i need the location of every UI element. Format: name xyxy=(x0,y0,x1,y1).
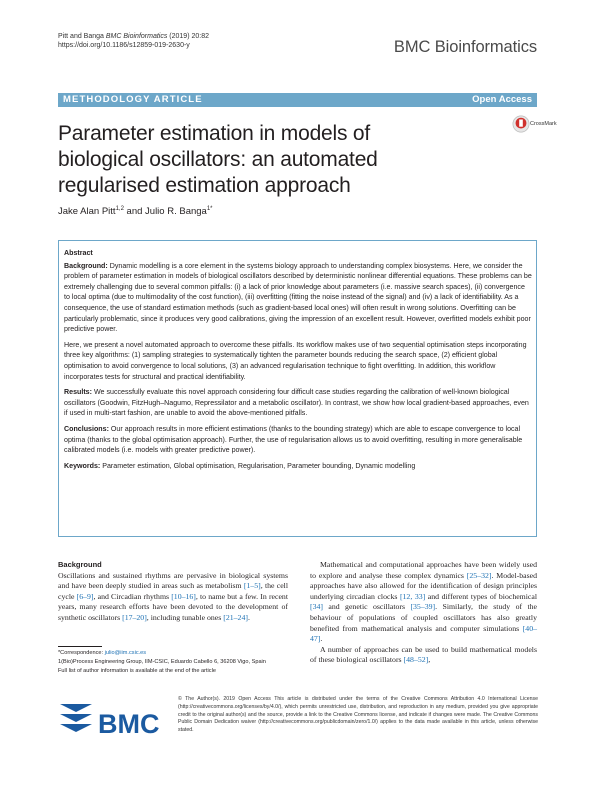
article-type-label: METHODOLOGY ARTICLE xyxy=(63,94,203,105)
footnote xyxy=(58,649,288,675)
citation-link[interactable]: [17–20] xyxy=(122,612,147,622)
body-paragraph: Mathematical and computational approaches have been widely used to explore and analyse these complex dynamics [25–32]. Model-based approaches have also allowed for the identification of design principles underlying circadian clocks [12, 33] and different types of biochemical [34] and genetic oscillators [35–39]. Similarly, the study of the behaviour of populations of coupled oscillators has also greatly benefited from mathematical analysis and computer simulations [40–47]. xyxy=(310,560,538,644)
open-access-label: Open Access xyxy=(472,94,532,105)
correspondence: *Correspondence: julio@iim.csic.es xyxy=(58,650,147,656)
article-type-banner xyxy=(58,93,537,107)
email-link[interactable]: julio@iim.csic.es xyxy=(104,650,147,656)
section-heading-background: Background xyxy=(58,560,102,569)
abstract-results: Results: We successfully evaluate this novel approach considering four difficult case studies regarding the calibration of well-known biological oscillators (Goodwin, FitzHugh–Nagumo, Repressilator and a metabolic oscillator). In contrast, we show how local gradient-based approaches, even if used in multi-start fashion, are unable to avoid the above-mentioned pitfalls. xyxy=(64,388,529,418)
citation-link[interactable]: [40–47] xyxy=(310,623,537,644)
body-paragraph: A number of approaches can be used to build mathematical models of these biological oscillators [48–52], xyxy=(310,644,537,665)
article-title: Parameter estimation in models of biological oscillators: an automated regularised estimation approach xyxy=(58,122,378,197)
abstract-heading: Abstract xyxy=(64,249,93,257)
header-citation: Pitt and Banga BMC Bioinformatics (2019) 20:82 xyxy=(58,33,209,40)
abstract-box xyxy=(58,240,537,537)
abstract-background: Background: Dynamic modelling is a core element in the systems biology approach to understanding complex biosystems. Here, we consider the problem of parameter estimation in models of biological oscillators described by deterministic nonlinear differential equations. These problems can be extremely challenging due to several common pitfalls: (i) a lack of prior knowledge about parameters (i.e. massive search spaces), (ii) convergence to local optima (due to multimodality of the cost function), (iii) overfitting (fitting the noise instead of the signal) and (iv) a lack of identifiability. As a consequence, the use of standard estimation methods (such as gradient-based local ones) will often result in wrong solutions. Overfitting can be particularly problematic, since it produces very good calibrations, giving the impression of an excellent result. However, overfitted models exhibit poor predictive power. xyxy=(64,261,532,334)
author-1[interactable]: Jake Alan Pitt xyxy=(58,206,116,218)
citation-link[interactable]: [6–9] xyxy=(76,591,94,601)
doi-link[interactable]: https://doi.org/10.1186/s12859-019-2630-y xyxy=(58,42,190,49)
affiliation: 1(Bio)Process Engineering Group, IIM-CSIC, Eduardo Cabello 6, 36208 Vigo, Spain xyxy=(58,658,266,665)
citation-link[interactable]: [48–52] xyxy=(403,655,429,665)
citation-link[interactable]: [12, 33] xyxy=(399,591,426,601)
abstract-keywords: Keywords: Parameter estimation, Global optimisation, Regularisation, Parameter bounding, Dynamic modelling xyxy=(64,461,416,470)
journal-title: BMC Bioinformatics xyxy=(393,38,537,56)
crossmark-label[interactable]: CrossMark xyxy=(530,121,557,127)
citation-link[interactable]: [1–5] xyxy=(243,581,261,591)
bmc-logo-text: BMC xyxy=(98,709,160,739)
license-statement: © The Author(s). 2019 Open Access This article is distributed under the terms of the Creative Commons Attribution 4.0 International License (http://creativecommons.org/licenses/by/4.0/), which permits unrestricted use, distribution, and reproduction in any medium, provided you give appropriate credit to the original author(s) and the source, provide a link to the Creative Commons license, and indicate if changes were made. The Creative Commons Public Domain Dedication waiver (http://creativecommons.org/publicdomain/zero/1.0/) applies to the data made available in this article, unless otherwise stated. xyxy=(178,696,538,734)
body-column-right xyxy=(310,560,537,666)
citation-link[interactable]: [34] xyxy=(310,602,323,612)
bmc-logo xyxy=(58,700,170,744)
journal-name-italic: BMC Bioinformatics xyxy=(105,33,168,40)
author-2[interactable]: and Julio R. Banga xyxy=(123,206,207,218)
abstract-conclusions: Conclusions: Our approach results in more efficient estimations (thanks to the bounding strategy) which are able to escape convergence to local optima (thanks to the global optimisation approach). Further, the use of regularisation allows us to avoid overfitting, resulting in more generalisable calibrated models (i.e. models with greater predictive power). xyxy=(64,424,523,455)
citation-link[interactable]: [35–39] xyxy=(410,602,436,612)
crossmark-icon[interactable] xyxy=(512,115,530,133)
author-info-note: Full list of author information is available at the end of the article xyxy=(58,667,216,674)
body-paragraph: Oscillations and sustained rhythms are pervasive in biological systems and have been deeply studied in areas such as metabolism [1–5], the cell cycle [6–9], and Circadian rhythms [10–16], to name but a few. In recent years, many research efforts have been devoted to the development of synthetic oscillators [17–20], including tunable ones [21–24]. xyxy=(58,570,288,622)
author-list: Jake Alan Pitt$^{1,2}$ and Julio R. Banga$^{1*}$ xyxy=(58,206,213,218)
citation-link[interactable]: [10–16] xyxy=(171,591,196,601)
body-column-left xyxy=(58,560,288,624)
citation-link[interactable]: [25–32] xyxy=(466,570,492,580)
footnote-divider xyxy=(58,646,102,647)
abstract-background-cont: Here, we present a novel automated approach to overcome these pitfalls. Its workflow makes use of two sequential optimisation steps incorporating three key algorithms: (1) sampling strategies to systematically tighten the parameter bounds reducing the search space, (2) efficient global optimisation to avoid convergence to local solutions, (3) an advanced regularisation technique to fight overfitting. In addition, this workflow incorporates tests for structural and practical identifiability. xyxy=(64,340,527,381)
citation-link[interactable]: [21–24] xyxy=(223,612,248,622)
